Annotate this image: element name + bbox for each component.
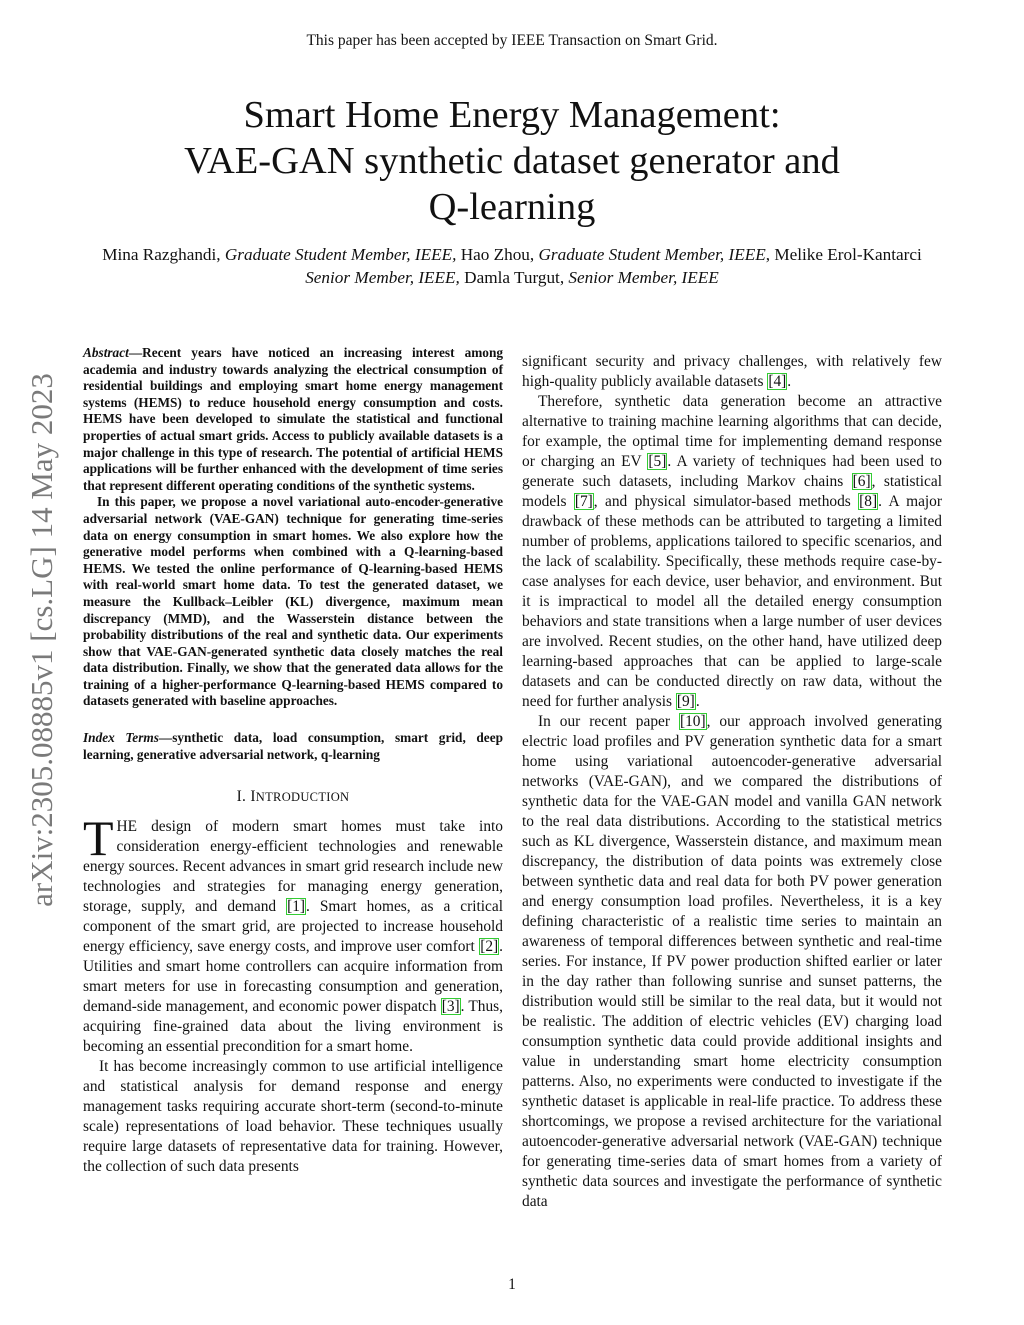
citation-link[interactable]: [1] (287, 898, 306, 916)
body-text: . A major drawback of these methods can be attributed to targeting a limited number of problems, applications tailored to specific scenarios, and the lack of scalability. Specifically, these methods require case-by-case analyses for each device, user behavior, and environment. But it is impractical to model all the detailed energy consumption behaviors and state transitions when a large number of user devices are involved. Recent studies, on the other hand, have utilized deep learning-based approaches that can be applied to large-scale datasets and can be conducted directly on raw data, without the need for further analysis (522, 493, 942, 710)
body-text: , and physical simulator-based methods (593, 493, 859, 510)
paper-title (80, 92, 944, 230)
index-terms-text: synthetic data, load consumption, smart grid, deep learning, generative adversarial network, q-learning (83, 730, 503, 762)
author-name: Hao Zhou, (456, 245, 539, 264)
citation-link[interactable]: [3] (441, 998, 460, 1016)
title-line-2: VAE-GAN synthetic dataset generator and (184, 140, 840, 182)
body-paragraph (522, 712, 942, 1212)
body-text: . A variety of techniques had been used to generate such datasets, including Markov chains (522, 453, 942, 490)
citation-link[interactable]: [4] (768, 373, 787, 390)
citation-link[interactable]: [5] (648, 453, 667, 470)
body-text: . Thus, acquiring fine-grained data about the living environment is becoming an essential precondition for a smart home. (83, 998, 504, 1056)
abstract (83, 345, 503, 710)
drop-cap: T (83, 810, 114, 867)
section-title-cap: I (250, 788, 256, 806)
left-column (83, 345, 503, 1177)
index-terms (83, 730, 503, 763)
right-column (522, 352, 942, 1212)
page-number: 1 (508, 1276, 516, 1293)
author-affiliation: Graduate Student Member, IEEE, (224, 245, 457, 264)
title-line-3: Q-learning (428, 186, 596, 228)
title-line-1: Smart Home Energy Management: (243, 94, 781, 136)
abstract-text: Recent years have noticed an increasing interest among academia and industry towards analyzing the electrical consumption of residential buildings and employing smart home energy management systems (HEMS) to reduce household energy consumption and costs. HEMS have been developed to simulate the statistical and functional properties of actual smart grids. Access to publicly available datasets is a major challenge in this type of research. The potential of artificial HEMS applications will be further enhanced with the development of time series that represent different operating conditions of the synthetic systems. (83, 345, 503, 493)
header-note: This paper has been accepted by IEEE Transaction on Smart Grid. (306, 32, 718, 49)
introduction-body (83, 810, 504, 1177)
body-paragraph (522, 392, 942, 712)
body-text: HE design of modern smart homes must take into consideration energy-efficient technologies and renewable energy sources. Recent advances in smart grid research include new technologies and strategies for managing energy generation, storage, supply, and demand (83, 818, 503, 916)
citation-link[interactable]: [10] (679, 713, 706, 730)
author-affiliation: Graduate Student Member, IEEE (538, 245, 766, 264)
author-affiliation: Senior Member, IEEE (568, 268, 719, 287)
abstract-paragraph (83, 345, 503, 494)
body-text: . (787, 373, 792, 390)
citation-link[interactable]: [2] (480, 938, 499, 956)
body-text: significant security and privacy challenges, with relatively few high-quality publicly available datasets (522, 353, 942, 390)
citation-link[interactable]: [6] (852, 473, 871, 490)
abstract-dash: — (128, 345, 143, 360)
body-paragraph (83, 810, 504, 1057)
abstract-paragraph: In this paper, we propose a novel variational auto-encoder-generative adversarial network (VAE-GAN) technique for generating time-series data on energy consumption in smart homes. We also explore how the generative model performs when combined with a Q-learning-based HEMS. We tested the online performance of Q-learning-based HEMS with real-world smart home data. To test the generated dataset, we measure the Kullback–Leibler (KL) divergence, maximum mean discrepancy (MMD), and the Wasserstein distance between the probability distributions of the real and synthetic data. Our experiments show that VAE-GAN-generated synthetic data closely matches the real data distribution. Finally, we show that the generated data allows for the training of a higher-performance Q-learning-based HEMS compared to datasets generated with baseline approaches. (83, 494, 503, 709)
author-name: Mina Razghandi, (102, 245, 225, 264)
body-text: Therefore, synthetic data generation become an attractive alternative to training machine learning algorithms that can decide, for example, the optimal time for implementing demand response or charging an EV (522, 393, 942, 470)
author-name: Damla Turgut, (459, 268, 569, 287)
body-text: , our approach involved generating electric load profiles and PV generation synthetic data for a smart home using variational autoencoder-generative adversarial networks (VAE-GAN), and we compared the distributions of synthetic data for the VAE-GAN model and vanilla GAN network to the real data distributions. According to the statistical metrics such as KL divergence, Wasserstein distance, and maximum mean discrepancy, the distribution of data points was extremely close between synthetic data and real data for both PV power generation and energy consumption load profiles. Nevertheless, it is a key defining characteristic of a realistic time series to maintain an awareness of temporal differences between synthetic and real-time series. For instance, If PV power production shifted earlier or later in the day rather than following sunrise and sunset patterns, the distribution would still be similar to the real data, but it would not be realistic. The addition of electric vehicles (EV) charging load consumption synthetic data could provide additional insights and value in understanding smart home electricity consumption patterns. Also, no experiments were conducted to investigate if the synthetic dataset is applicable in real-life practice. To address these shortcomings, we propose a revised architecture for the variational autoencoder-generative adversarial network (VAE-GAN) technique for generating time-series data of smart homes from a variety of synthetic data sources and investigate the performance of synthetic data (522, 713, 942, 1210)
abstract-label: Abstract (83, 345, 129, 360)
section-numeral: I. (236, 788, 251, 806)
body-text: In our recent paper (538, 713, 679, 730)
index-terms-label: Index Terms (83, 730, 159, 746)
body-paragraph: It has become increasingly common to use artificial intelligence and statistical analysis for demand response and energy management tasks requiring accurate short-term (second-to-minute scale) representations of load behavior. These techniques usually require large datasets of representative data for training. However, the collection of such data presents (83, 1058, 503, 1176)
author-affiliation: Senior Member, IEEE, (305, 268, 460, 287)
index-terms-dash: — (158, 730, 173, 746)
body-text: . Smart homes, as a critical component of the smart grid, are projected to increase household energy efficiency, save energy costs, and improve user comfort (83, 898, 503, 956)
citation-link[interactable]: [8] (859, 493, 878, 510)
citation-link[interactable]: [9] (676, 693, 695, 710)
body-text: . (695, 693, 700, 710)
body-paragraph (522, 352, 942, 392)
body-text: , statistical models (522, 473, 942, 510)
section-title-rest: NTRODUCTION (255, 790, 350, 805)
author-list (90, 243, 934, 289)
author-name: , Melike Erol-Kantarci (765, 245, 922, 264)
body-text: . Utilities and smart home controllers can acquire information from smart meters for use in forecasting consumption and generation, demand-side management, and economic power dispatch (83, 938, 503, 1016)
section-heading-introduction (83, 787, 503, 807)
arxiv-stamp: arXiv:2305.08885v1 [cs.LG] 14 May 2023 (24, 373, 59, 907)
citation-link[interactable]: [7] (574, 493, 593, 510)
